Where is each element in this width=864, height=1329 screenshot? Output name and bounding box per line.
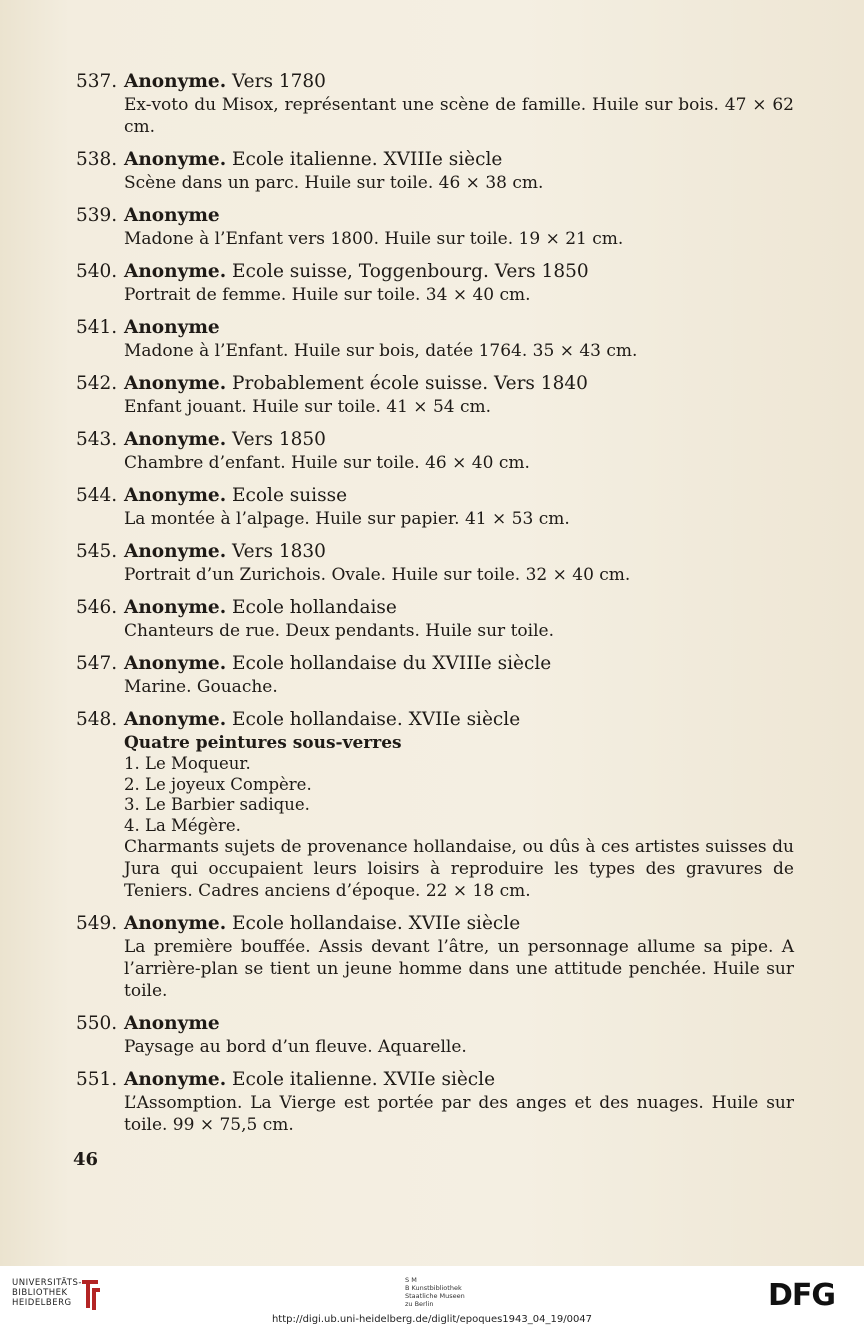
entry-number: 539.: [76, 205, 118, 226]
entry-heading: Anonyme. Ecole hollandaise. XVIIe siècle: [124, 709, 521, 730]
catalogue-entry: [0, 652, 864, 698]
catalogue-entries: [0, 70, 864, 1146]
entry-heading: Anonyme. Ecole italienne. XVIIIe siècle: [124, 149, 503, 170]
entry-description: Madone à l’Enfant vers 1800. Huile sur toile. 19 × 21 cm.: [124, 229, 624, 249]
entry-description: Portrait de femme. Huile sur toile. 34 × 40 cm.: [124, 285, 531, 305]
entry-description: Madone à l’Enfant. Huile sur bois, datée 1764. 35 × 43 cm.: [124, 341, 638, 361]
list-item: 2. Le joyeux Compère.: [124, 774, 312, 794]
catalogue-entry: [0, 316, 864, 362]
entry-description: Enfant jouant. Huile sur toile. 41 × 54 cm.: [124, 397, 492, 417]
permalink-url[interactable]: http://digi.ub.uni-heidelberg.de/diglit/epoques1943_04_19/0047: [271, 1314, 593, 1325]
entry-description: La montée à l’alpage. Huile sur papier. 41 × 53 cm.: [124, 509, 570, 529]
entry-number: 538.: [76, 149, 118, 170]
entry-number: 546.: [76, 597, 118, 618]
catalogue-entry: [0, 484, 864, 530]
entry-heading: Anonyme: [124, 205, 220, 226]
catalogue-entry: [0, 70, 864, 138]
catalogue-entry: [0, 708, 864, 902]
entry-heading: Anonyme. Vers 1780: [124, 71, 326, 92]
entry-number: 549.: [76, 913, 118, 934]
list-item: 4. La Mégère.: [124, 815, 241, 835]
entry-description: Scène dans un parc. Huile sur toile. 46 × 38 cm.: [124, 173, 544, 193]
entry-number: 545.: [76, 541, 118, 562]
catalogue-entry: [0, 204, 864, 250]
entry-number: 551.: [76, 1069, 118, 1090]
entry-heading: Anonyme. Ecole hollandaise du XVIIIe siècle: [124, 653, 552, 674]
entry-heading: Anonyme. Ecole suisse, Toggenbourg. Vers 1850: [124, 261, 589, 282]
entry-heading: Anonyme. Vers 1850: [124, 429, 326, 450]
list-item: 1. Le Moqueur.: [124, 754, 251, 773]
entry-number: 544.: [76, 485, 118, 506]
entry-heading: Anonyme: [124, 317, 220, 338]
library-stamp: S M B Kunstbibliothek Staatliche Museen zu Berlin: [405, 1276, 465, 1308]
entry-heading: Anonyme. Vers 1830: [124, 541, 326, 562]
catalogue-entry: [0, 260, 864, 306]
entry-heading: Anonyme. Ecole italienne. XVIIe siècle: [124, 1069, 496, 1090]
entry-description: L’Assomption. La Vierge est portée par des anges et des nuages. Huile sur toile. 99 × 75,5 cm.: [124, 1093, 794, 1135]
catalogue-entry: [0, 372, 864, 418]
entry-heading: Anonyme. Probablement école suisse. Vers 1840: [124, 373, 588, 394]
university-logo-icon[interactable]: [78, 1276, 104, 1312]
university-library-label[interactable]: UNIVERSITÄTS- BIBLIOTHEK HEIDELBERG: [12, 1278, 82, 1308]
entry-subtitle: Quatre peintures sous-verres: [124, 733, 402, 753]
entry-number: 541.: [76, 317, 118, 338]
catalogue-entry: [0, 912, 864, 1002]
entry-description: La première bouffée. Assis devant l’âtre, un personnage allume sa pipe. A l’arrière-plan se tient un jeune homme dans une attitude penchée. Huile sur toile.: [124, 937, 794, 1001]
painting-list: [124, 754, 864, 836]
entry-heading: Anonyme: [124, 1013, 220, 1034]
entry-number: 547.: [76, 653, 118, 674]
entry-heading: Anonyme. Ecole suisse: [124, 485, 348, 506]
entry-description: Marine. Gouache.: [124, 677, 278, 697]
catalogue-entry: [0, 596, 864, 642]
entry-number: 543.: [76, 429, 118, 450]
dfg-logo[interactable]: DFG: [768, 1278, 836, 1313]
entry-heading: Anonyme. Ecole hollandaise: [124, 597, 397, 618]
catalogue-entry: [0, 540, 864, 586]
entry-number: 542.: [76, 373, 118, 394]
entry-description: Chanteurs de rue. Deux pendants. Huile sur toile.: [124, 621, 554, 641]
entry-description: Ex-voto du Misox, représentant une scène de famille. Huile sur bois. 47 × 62 cm.: [124, 95, 794, 137]
viewer-footer: [0, 1266, 864, 1329]
entry-number: 540.: [76, 261, 118, 282]
entry-heading: Anonyme. Ecole hollandaise. XVIIe siècle: [124, 913, 521, 934]
catalogue-entry: [0, 1068, 864, 1136]
entry-description: Charmants sujets de provenance hollandaise, ou dûs à ces artistes suisses du Jura qui occupaient leurs loisirs à reproduire les types des gravures de Teniers. Cadres anciens d’époque. 22 × 18 cm.: [124, 837, 794, 901]
catalogue-entry: [0, 148, 864, 194]
entry-description: Portrait d’un Zurichois. Ovale. Huile sur toile. 32 × 40 cm.: [124, 565, 631, 585]
entry-description: Chambre d’enfant. Huile sur toile. 46 × 40 cm.: [124, 453, 530, 473]
entry-number: 548.: [76, 709, 118, 730]
catalogue-entry: [0, 428, 864, 474]
entry-number: 537.: [76, 71, 118, 92]
page-number: 46: [73, 1149, 99, 1170]
list-item: 3. Le Barbier sadique.: [124, 795, 310, 814]
entry-description: Paysage au bord d’un fleuve. Aquarelle.: [124, 1037, 467, 1057]
entry-number: 550.: [76, 1013, 118, 1034]
catalogue-entry: [0, 1012, 864, 1058]
